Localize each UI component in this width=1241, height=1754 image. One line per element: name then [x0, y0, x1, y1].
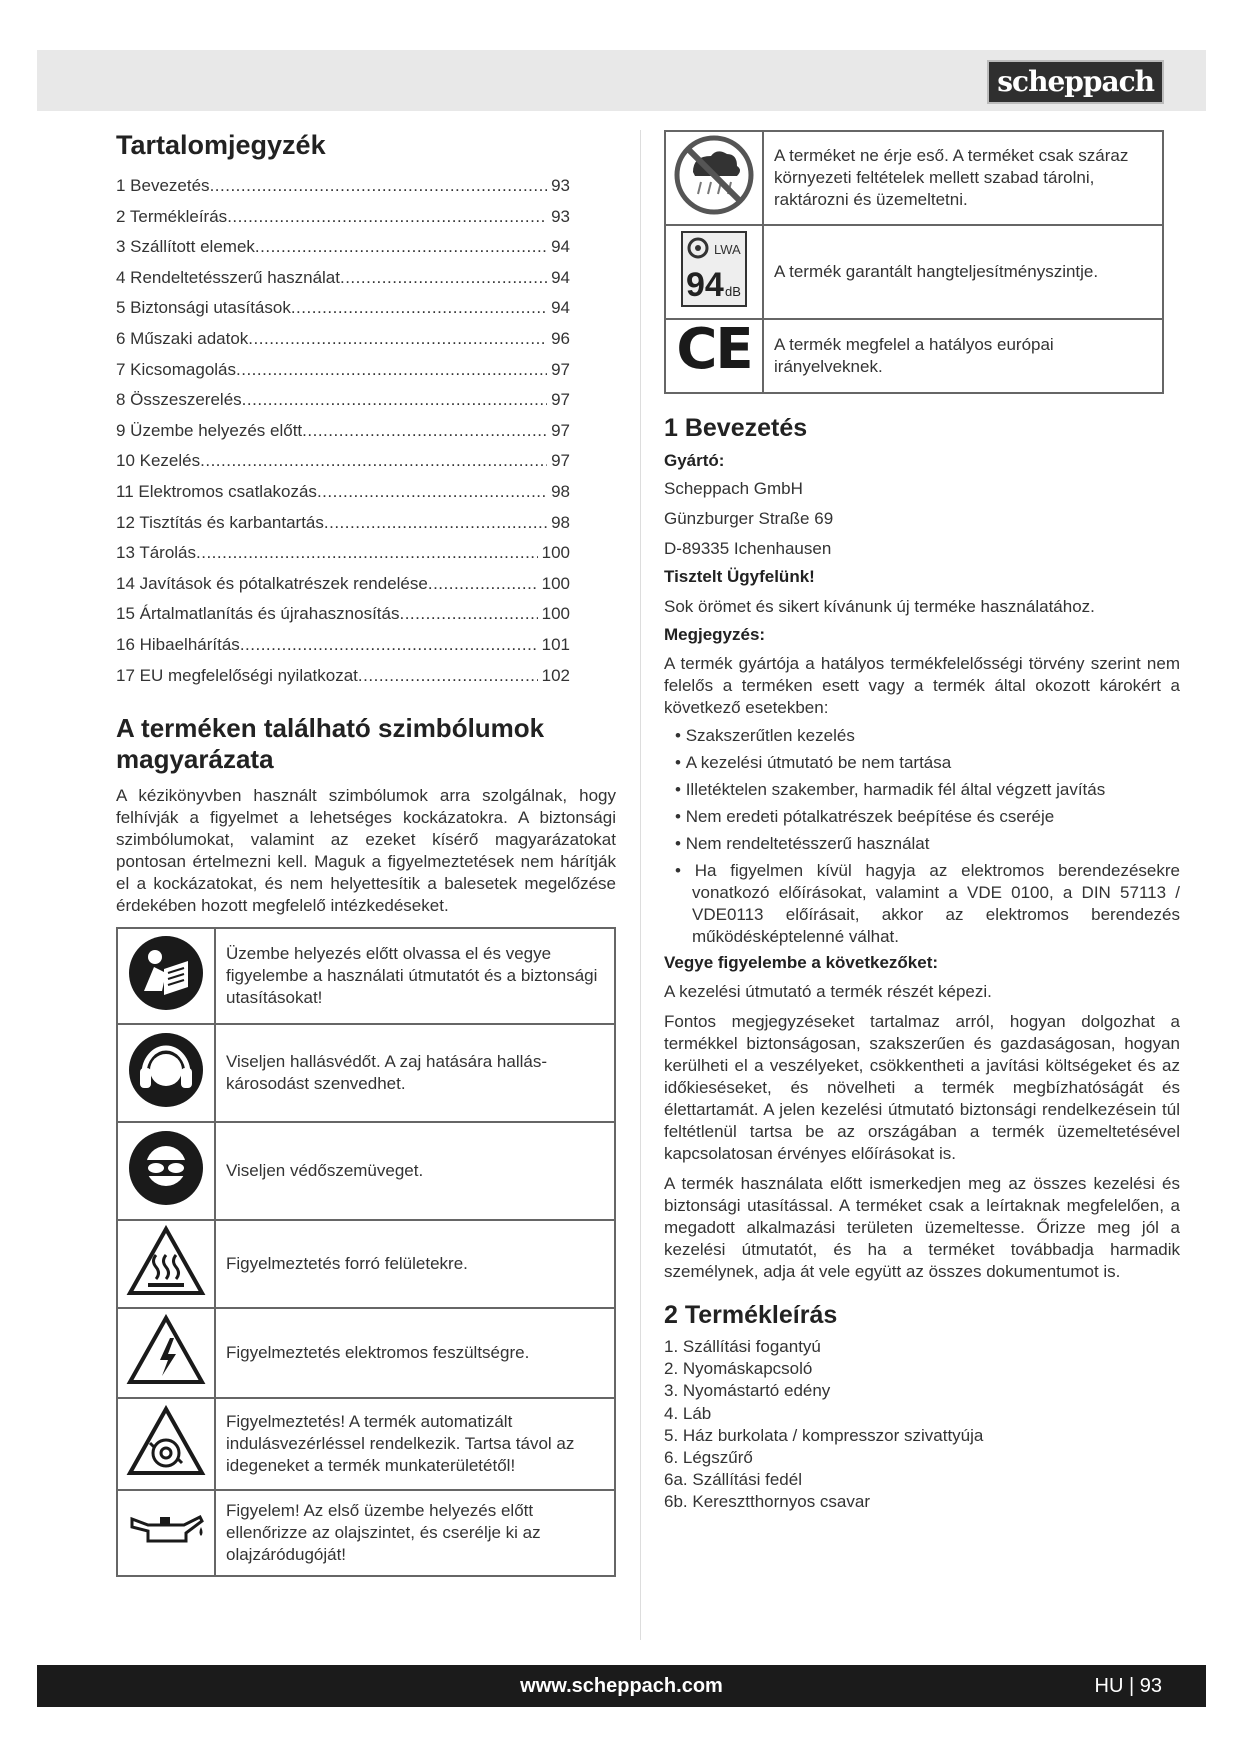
list-item: • Nem eredeti pótalkatrészek beépítése és cseréje: [664, 806, 1180, 828]
symbols-title: A terméken található szimbólumok magyarázata: [116, 713, 545, 775]
toc-item[interactable]: [116, 569, 570, 600]
db-unit: dB: [725, 284, 741, 299]
toc-item[interactable]: [116, 385, 570, 416]
electric-voltage-icon: [117, 1308, 215, 1398]
list-item: • Nem rendeltetésszerű használat: [664, 833, 1180, 855]
list-item: • A kezelési útmutató be nem tartása: [664, 752, 1180, 774]
list-item: • Illetéktelen szakember, harmadik fél által végzett javítás: [664, 779, 1180, 801]
toc-item-page: 101: [541, 634, 570, 654]
list-item: • Szakszerűtlen kezelés: [664, 725, 1180, 747]
intro-para-1: A kezelési útmutató a termék részét képezi.: [664, 982, 992, 1001]
part-item: 6b. Keresztthornyos csavar: [664, 1492, 870, 1512]
toc-leader: [227, 202, 547, 233]
toc-item-page: 94: [551, 267, 570, 287]
symbol-text: Figyelmeztetés forró felületekre.: [215, 1220, 615, 1308]
left-column: [116, 130, 616, 1577]
symbols-intro: A kézikönyvben használt szimbólumok arra szolgálnak, hogy felhívják a figyelmet a lehetséges kockázatokra. A biztonsági szimbólumokat, valamint az ezeket kísérő magyarázatokat pontosan értelmezni kell. Maguk a figyelmeztetések nem hárítják el a kockázatokat, és nem helyettesítik a balesetek megelőzése érdekében hozott megfelelő intézkedéseket.: [116, 786, 616, 916]
toc-item[interactable]: [116, 446, 570, 477]
part-item: 2. Nyomáskapcsoló: [664, 1359, 813, 1379]
toc-item[interactable]: [116, 355, 570, 386]
toc-item[interactable]: [116, 324, 570, 355]
company-name: Scheppach GmbH: [664, 479, 803, 498]
symbol-text: Viseljen védőszemüveget.: [215, 1122, 615, 1220]
note-label: Megjegyzés:: [664, 625, 766, 644]
wish-text: Sok örömet és sikert kívánunk új terméke használatához.: [664, 597, 1095, 616]
toc-item-label: 10 Kezelés: [116, 451, 201, 471]
part-item: 1. Szállítási fogantyú: [664, 1337, 821, 1356]
toc-item[interactable]: [116, 508, 570, 539]
toc-leader: [200, 446, 547, 477]
list-item: • Ha figyelmen kívül hagyja az elektromos berendezésekre vonatkozó előírásokat, valamint a VDE 0100, a DIN 57113 / VDE0113 előírásait, akkor az elektromos berendezés működésképtelenné válhat.: [664, 860, 1180, 948]
symbol-row: [117, 1490, 615, 1576]
toc-item[interactable]: [116, 293, 570, 324]
toc-leader: [255, 232, 547, 263]
toc-item-page: 100: [541, 573, 570, 593]
symbol-row: [117, 1398, 615, 1490]
symbol-row: [117, 1122, 615, 1220]
oil-can-icon: [117, 1490, 215, 1576]
intro-para-3: A termék használata előtt ismerkedjen meg az összes kezelési és biztonsági utasítással. A terméket csak a leírtaknak megfelelően, a megadott alkalmazási területen üzemeltesse. Őrizze meg jól a kezelési útmutatót, és ha a terméket továbbadja harmadik személynek, adja át vele együtt az összes dokumentumot is.: [664, 1174, 1180, 1281]
symbol-text: Figyelem! Az első üzembe helyezés előtt ellenőrizze az olajszintet, és cserélje ki az olajzáródugóját!: [215, 1490, 615, 1576]
scheppach-logo: scheppach: [987, 60, 1164, 104]
toc-item-page: 94: [551, 298, 570, 318]
toc-item-label: 8 Összeszerelés: [116, 390, 242, 410]
toc-leader: [399, 599, 537, 630]
toc-item-page: 100: [541, 604, 570, 624]
toc-item[interactable]: [116, 416, 570, 447]
toc-item[interactable]: [116, 538, 570, 569]
ce-mark-label: CE: [676, 316, 752, 382]
toc-item-label: 1 Bevezetés: [116, 176, 210, 195]
toc-item-label: 9 Üzembe helyezés előtt: [116, 420, 303, 440]
company-street: Günzburger Straße 69: [664, 509, 834, 528]
toc-item-page: 93: [551, 176, 570, 195]
symbol-text: Üzembe helyezés előtt olvassa el és vegye figyelembe a használati útmutatót és a biztonsági utasításokat!: [215, 928, 615, 1024]
toc-leader: [210, 171, 548, 202]
symbol-row: [117, 1220, 615, 1308]
observe-label: Vegye figyelembe a következőket:: [664, 953, 939, 972]
right-symbols-table: [664, 130, 1164, 394]
part-item: 5. Ház burkolata / kompresszor szivattyúja: [664, 1425, 984, 1445]
toc-item-label: 7 Kicsomagolás: [116, 359, 237, 379]
toc-item-page: 100: [541, 543, 570, 563]
toc-item-label: 4 Rendeltetésszerű használat: [116, 267, 340, 287]
toc-leader: [340, 263, 547, 294]
header-bar: [37, 50, 1206, 111]
toc-item-label: 3 Szállított elemek: [116, 237, 255, 257]
table-of-contents: [116, 171, 570, 691]
product-title: 2 Termékleírás: [664, 1301, 838, 1329]
toc-item-page: 102: [541, 665, 570, 685]
symbol-row: [117, 928, 615, 1024]
toc-item[interactable]: [116, 263, 570, 294]
ear-protection-icon: [117, 1024, 215, 1122]
greeting: Tisztelt Ügyfelünk!: [664, 567, 815, 586]
toc-item-page: 97: [551, 390, 570, 410]
read-manual-icon: [117, 928, 215, 1024]
toc-item[interactable]: [116, 661, 570, 692]
footer-bar: [37, 1665, 1206, 1707]
part-item: 6. Légszűrő: [664, 1448, 753, 1468]
toc-leader: [236, 355, 547, 386]
symbol-row: [665, 131, 1163, 225]
symbols-table: [116, 927, 616, 1577]
toc-item[interactable]: [116, 477, 570, 508]
toc-item-page: 98: [551, 512, 570, 532]
db-value: 94: [686, 266, 724, 304]
toc-item-page: 98: [551, 481, 570, 501]
no-rain-icon: [665, 131, 763, 225]
toc-item-label: 5 Biztonsági utasítások: [116, 298, 291, 318]
toc-item-page: 97: [551, 420, 570, 440]
manufacturer-label: Gyártó:: [664, 451, 725, 470]
page-number: HU | 93: [1094, 1675, 1162, 1697]
note-text: A termék gyártója a hatályos termékfelelősségi törvény szerint nem felelős a terméken esett vagy a termék által okozott károkért a következő esetekben:: [664, 654, 1180, 717]
toc-leader: [242, 385, 547, 416]
symbol-text: A terméket ne érje eső. A terméket csak száraz környezeti feltételek mellett szabad tárolni, raktározni és üzemeltetni.: [763, 131, 1163, 225]
hot-surface-icon: [117, 1220, 215, 1308]
toc-item[interactable]: [116, 630, 570, 661]
toc-leader: [317, 477, 547, 508]
toc-item[interactable]: [116, 202, 570, 233]
right-column: [664, 130, 1180, 1514]
symbol-row: [665, 319, 1163, 393]
toc-item-label: 6 Műszaki adatok: [116, 328, 249, 348]
toc-item[interactable]: [116, 171, 570, 202]
symbol-text: A termék garantált hangteljesítményszintje.: [763, 225, 1163, 319]
parts-list: [664, 1336, 1180, 1514]
toc-leader: [428, 569, 538, 600]
toc-item-label: 15 Ártalmatlanítás és újrahasznosítás: [116, 604, 400, 624]
toc-leader: [196, 538, 538, 569]
part-item: 3. Nyomástartó edény: [664, 1381, 831, 1401]
auto-start-icon: [117, 1398, 215, 1490]
symbol-text: A termék megfelel a hatályos európai irányelveknek.: [763, 319, 1163, 393]
toc-item-label: 12 Tisztítás és karbantartás: [116, 512, 324, 532]
sound-power-icon: [665, 225, 763, 319]
company-city: D-89335 Ichenhausen: [664, 539, 832, 558]
toc-item-page: 97: [551, 359, 570, 379]
symbol-row: [665, 225, 1163, 319]
ce-mark-icon: [665, 316, 763, 393]
toc-leader: [248, 324, 547, 355]
toc-leader: [324, 508, 547, 539]
intro-title: 1 Bevezetés: [664, 414, 808, 442]
toc-item-label: 17 EU megfelelőségi nyilatkozat: [116, 665, 358, 685]
symbol-text: Figyelmeztetés elektromos feszültségre.: [215, 1308, 615, 1398]
toc-leader: [240, 630, 538, 661]
column-divider: [640, 130, 641, 1640]
toc-item-label: 11 Elektromos csatlakozás: [116, 481, 317, 501]
toc-item-label: 13 Tárolás: [116, 543, 197, 563]
toc-item[interactable]: [116, 599, 570, 630]
toc-item-page: 94: [551, 237, 570, 257]
lwa-label: LWA: [714, 242, 741, 257]
intro-para-2: Fontos megjegyzéseket tartalmaz arról, hogyan dolgozhat a termékkel biztonságosan, szakszerűen és gazdaságosan, hogyan kerülheti el a veszélyeket, csökkentheti a javítási költségeket és az időkieséseket, és növelheti a termék megbízhatóságát és élettartamát. A jelen kezelési útmutató biztonsági rendelkezésein túl feltétlenül tartsa be az országában a termék üzemeltetésével kapcsolatosan érvényes előírásokat is.: [664, 1012, 1180, 1163]
symbol-text: Viseljen hallásvédőt. A zaj hatására hallás-károsodást szenvedhet.: [215, 1024, 615, 1122]
toc-title: Tartalomjegyzék: [116, 130, 326, 160]
footer-url[interactable]: www.scheppach.com: [520, 1675, 723, 1697]
liability-list: [664, 725, 1180, 948]
symbol-row: [117, 1024, 615, 1122]
part-item: 6a. Szállítási fedél: [664, 1470, 802, 1490]
symbol-text: Figyelmeztetés! A termék automatizált indulásvezérléssel rendelkezik. Tartsa távol az idegeneket a termék munkaterületétől!: [215, 1398, 615, 1490]
toc-leader: [302, 416, 547, 447]
toc-leader: [358, 661, 538, 692]
toc-item-page: 93: [551, 206, 570, 226]
toc-leader: [291, 293, 547, 324]
toc-item-page: 97: [551, 451, 570, 471]
toc-item[interactable]: [116, 232, 570, 263]
goggles-icon: [117, 1122, 215, 1220]
part-item: 4. Láb: [664, 1403, 712, 1423]
symbol-row: [117, 1308, 615, 1398]
toc-item-label: 14 Javítások és pótalkatrészek rendelése: [116, 573, 428, 593]
toc-item-page: 96: [551, 328, 570, 348]
toc-item-label: 2 Termékleírás: [116, 206, 228, 226]
toc-item-label: 16 Hibaelhárítás: [116, 634, 240, 654]
